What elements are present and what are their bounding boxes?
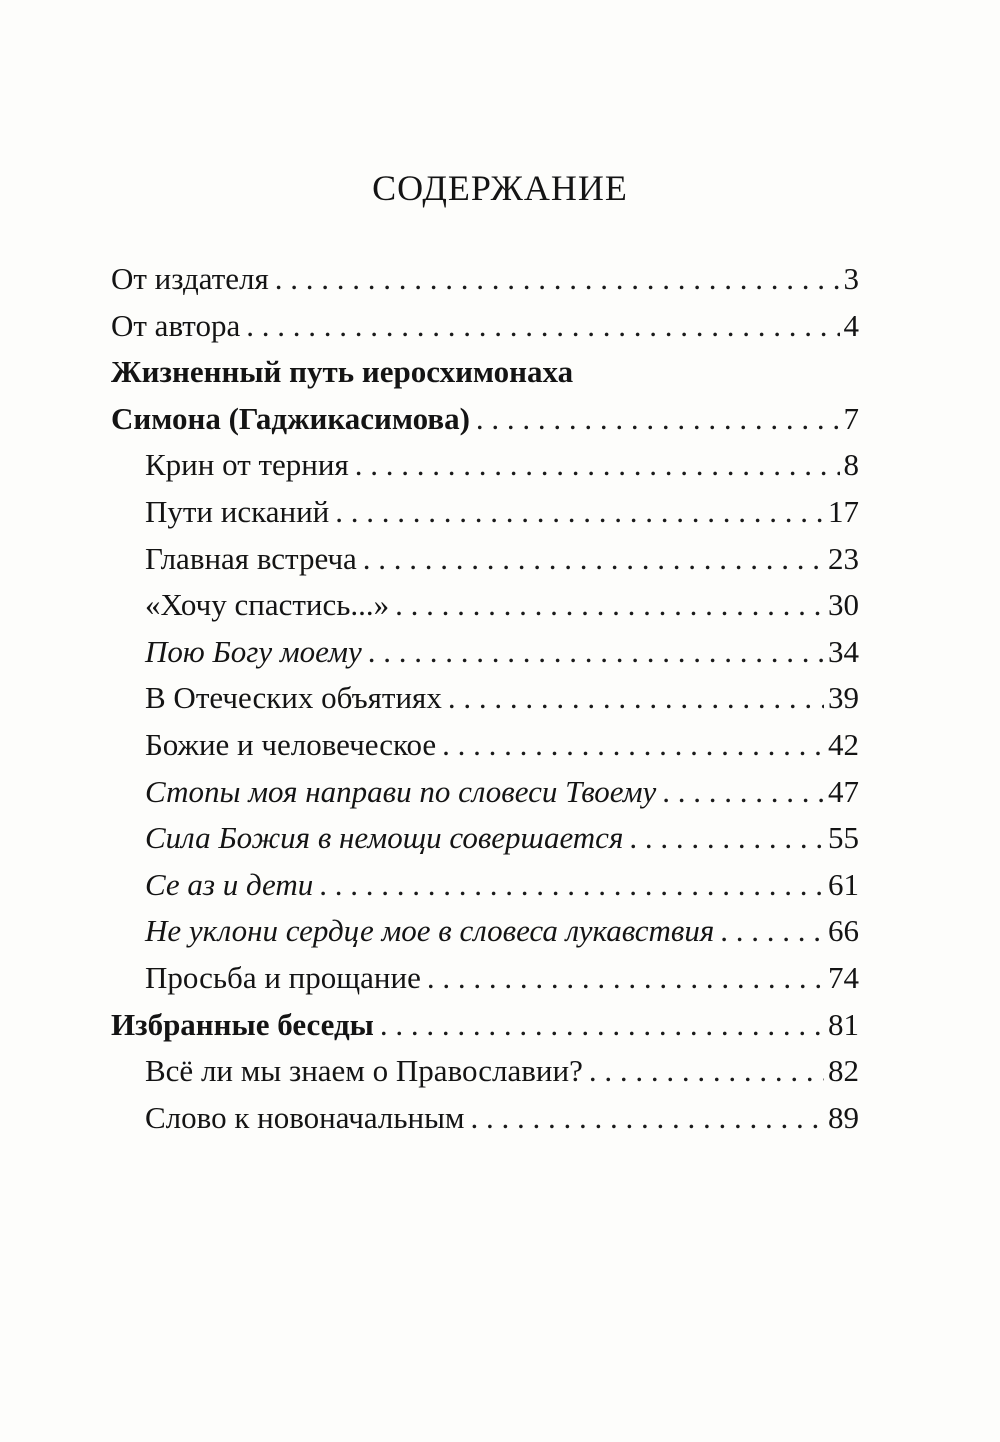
- toc-entry-page-number: 34: [828, 633, 859, 669]
- toc-entry: [111, 1002, 859, 1049]
- dot-leader: [275, 256, 840, 302]
- dot-leader: [335, 489, 824, 535]
- toc-entry: [111, 536, 859, 583]
- toc-entry-page-number: 17: [828, 493, 859, 529]
- dot-leader: [448, 675, 824, 721]
- dot-leader: [395, 582, 824, 628]
- table-of-contents: [111, 256, 859, 1141]
- toc-entry: [111, 582, 859, 629]
- toc-entry-label: Пути исканий: [145, 493, 330, 529]
- toc-entry: [111, 442, 859, 489]
- dot-leader: [427, 955, 824, 1001]
- toc-entry: [111, 629, 859, 676]
- dot-leader: [471, 1095, 824, 1141]
- toc-entry-page-number: 61: [828, 866, 859, 902]
- toc-entry: [111, 908, 859, 955]
- toc-entry: [111, 303, 859, 350]
- toc-entry-page-number: 4: [843, 307, 859, 343]
- toc-entry-page-number: 42: [828, 726, 859, 762]
- toc-entry-page-number: 81: [828, 1006, 859, 1042]
- toc-entry-page-number: 66: [828, 913, 859, 949]
- toc-entry: [111, 815, 859, 862]
- toc-entry-label: Просьба и прощание: [145, 959, 421, 995]
- toc-entry: [111, 769, 859, 816]
- toc-entry-page-number: 3: [843, 261, 859, 296]
- dot-leader: [662, 769, 824, 815]
- toc-entry-page-number: 30: [828, 587, 859, 623]
- toc-entry-page-number: 89: [828, 1099, 859, 1135]
- dot-leader: [589, 1048, 824, 1094]
- toc-entry-page-number: 23: [828, 540, 859, 576]
- toc-entry-label: Се аз и дети: [145, 866, 314, 902]
- toc-entry-label: Симона (Гаджикасимова): [111, 400, 470, 436]
- dot-leader: [246, 303, 839, 349]
- dot-leader: [476, 396, 840, 442]
- toc-entry-label: Всё ли мы знаем о Православии?: [145, 1053, 583, 1089]
- dot-leader: [363, 536, 824, 582]
- page-title: СОДЕРЖАНИЕ: [372, 168, 628, 208]
- dot-leader: [629, 815, 824, 861]
- dot-leader: [355, 442, 840, 488]
- toc-entry-label: Пою Богу моему: [145, 633, 362, 669]
- toc-entry-label: Крин от терния: [145, 447, 349, 483]
- toc-entry-label: От автора: [111, 307, 241, 343]
- toc-entry: [111, 349, 859, 396]
- toc-entry: [111, 489, 859, 536]
- toc-entry: [111, 1095, 859, 1142]
- toc-entry: [111, 256, 859, 303]
- dot-leader: [319, 862, 824, 908]
- toc-entry-label: Стопы моя направи по словеси Твоему: [145, 773, 657, 809]
- toc-entry-label: Божие и человеческое: [145, 726, 437, 762]
- toc-entry: [111, 862, 859, 909]
- toc-entry-label: Сила Божия в немощи совершается: [145, 820, 624, 856]
- toc-entry-page-number: 74: [828, 959, 859, 995]
- toc-entry-page-number: 55: [828, 820, 859, 856]
- dot-leader: [368, 629, 824, 675]
- toc-entry-page-number: 39: [828, 680, 859, 716]
- dot-leader: [380, 1002, 824, 1048]
- toc-entry-page-number: 7: [843, 400, 859, 436]
- toc-entry-label: Избранные беседы: [111, 1006, 374, 1042]
- toc-entry-page-number: 82: [828, 1053, 859, 1089]
- toc-entry-label: В Отеческих объятиях: [145, 680, 442, 716]
- toc-entry-label: Жизненный путь иеросхимонаха: [111, 354, 574, 390]
- dot-leader: [720, 908, 824, 954]
- toc-entry: [111, 396, 859, 443]
- toc-entry: [111, 1048, 859, 1095]
- toc-entry-label: Не уклони сердце мое в словеса лукавствия: [145, 913, 715, 949]
- toc-entry: [111, 722, 859, 769]
- toc-entry-label: От издателя: [111, 261, 269, 296]
- toc-entry-label: Главная встреча: [145, 540, 357, 576]
- toc-entry: [111, 675, 859, 722]
- toc-entry-label: «Хочу спастись...»: [145, 587, 390, 623]
- toc-entry-page-number: 47: [828, 773, 859, 809]
- toc-entry-label: Слово к новоначальным: [145, 1099, 465, 1135]
- dot-leader: [442, 722, 824, 768]
- toc-entry: [111, 955, 859, 1002]
- toc-entry-page-number: 8: [843, 447, 859, 483]
